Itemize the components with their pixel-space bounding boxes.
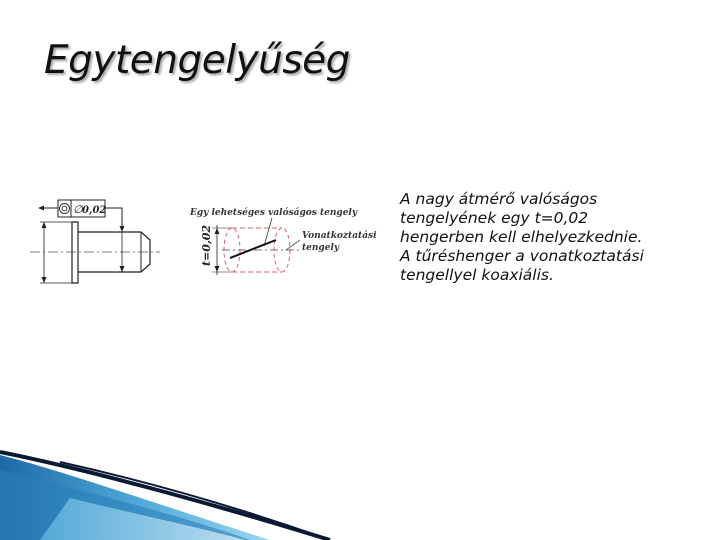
tolerance-value: 0,02 <box>82 205 107 216</box>
body-line: hengerben kell elhelyezkednie. <box>400 228 643 246</box>
body-line: A tűréshenger a vonatkoztatási <box>400 247 644 265</box>
label-reference-1: Vonatkoztatási <box>302 231 377 241</box>
body-line: tengelyének egy t=0,02 <box>400 209 589 227</box>
label-reference-2: tengely <box>302 243 340 253</box>
label-tolerance: t=0,02 <box>200 224 213 266</box>
body-line: A nagy átmérő valóságos <box>400 190 598 208</box>
diameter-symbol: ∅ <box>73 203 83 216</box>
body-line: tengellyel koaxiális. <box>400 266 554 284</box>
label-actual-axis: Egy lehetséges valóságos tengely <box>190 208 358 218</box>
slide-title: Egytengelyűség <box>44 38 350 83</box>
